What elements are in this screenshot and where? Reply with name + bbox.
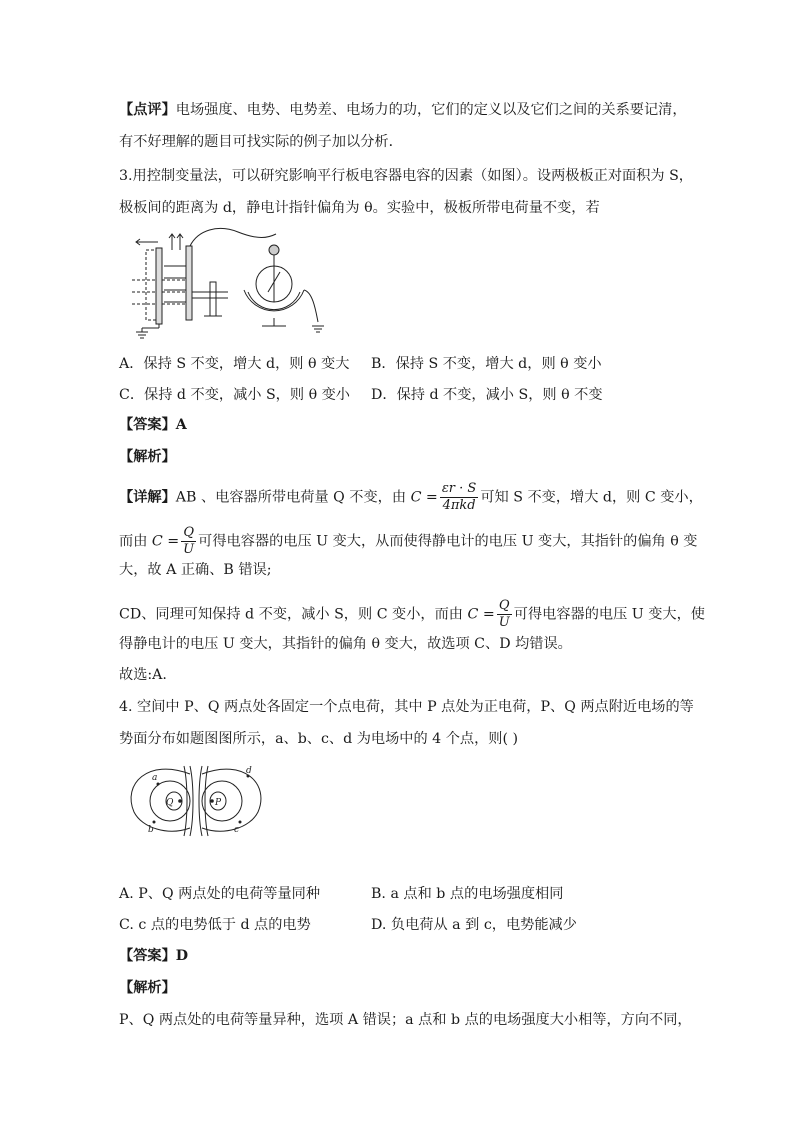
q3-option-d: D．保持 d 不变，减小 S，则 θ 不变 xyxy=(371,387,603,403)
q3-option-b: B．保持 S 不变，增大 d，则 θ 变小 xyxy=(371,356,602,372)
label-d: d xyxy=(246,766,252,776)
q3-detail-line-2: 而由 C = $\frac{Q}{U}$ 可得电容器的电压 U 变大，从而使得静电计的电压 U 变大，其指针的偏角 θ 变 xyxy=(119,525,698,557)
q4-option-c: C. c 点的电势低于 d 点的电势 xyxy=(119,917,311,933)
q4-stem-line-1: 4. 空间中 P、Q 两点处各固定一个点电荷，其中 P 点处为正电荷，P、Q 两点附近电场的等 xyxy=(119,699,694,715)
q4-stem-line-2: 势面分布如题图图所示，a、b、c、d 为电场中的 4 个点，则( ) xyxy=(119,731,519,747)
equipotential-figure xyxy=(128,764,268,838)
q4-answer: 【答案】D xyxy=(119,948,189,964)
q4-option-b: B. a 点和 b 点的电场强度相同 xyxy=(371,886,564,902)
q3-detail-line-3: 大，故 A 正确、B 错误; xyxy=(119,562,272,578)
q4-option-d: D. 负电荷从 a 到 c，电势能减少 xyxy=(371,917,577,933)
q3-detail-line-1: 【详解】AB 、电容器所带电荷量 Q 不变，由 C = $\frac{\varepsilon r \cdot S}{\text{4πkd}}$ 可知 S 不变，增大 d，则 C 变小， xyxy=(119,481,703,513)
capacitance-q-over-u: $\frac{Q}{U}$ xyxy=(183,525,195,557)
comment-line-1: 【点评】电场强度、电势、电势差、电场力的功，它们的定义以及它们之间的关系要记清， xyxy=(119,102,687,118)
q3-stem-line-1: 3.用控制变量法，可以研究影响平行板电容器电容的因素（如图）。设两极板正对面积为 S， xyxy=(119,168,693,184)
q4-option-a: A. P、Q 两点处的电荷等量同种 xyxy=(119,886,321,902)
label-a: a xyxy=(152,773,158,783)
comment-line-2: 有不好理解的题目可找实际的例子加以分析． xyxy=(119,134,403,150)
q3-choice: 故选:A. xyxy=(119,667,167,683)
q3-stem-line-2: 极板间的距离为 d，静电计指针偏角为 θ。实验中，极板所带电荷量不变，若 xyxy=(119,200,600,216)
q3-detail-line-5: 得静电计的电压 U 变大，其指针的偏角 θ 变大，故选项 C、D 均错误。 xyxy=(119,636,572,652)
capacitor-electrometer-figure xyxy=(128,222,324,340)
label-Q: Q xyxy=(166,798,174,808)
q3-option-c: C．保持 d 不变，减小 S，则 θ 变小 xyxy=(119,387,350,403)
q3-detail-line-4: CD、同理可知保持 d 不变，减小 S，则 C 变小，而由 C = $\frac{Q}{U}$ 可得电容器的电压 U 变大，使 xyxy=(119,598,705,630)
q4-analysis-heading: 【解析】 xyxy=(119,980,176,996)
label-P: P xyxy=(215,798,222,808)
label-b: b xyxy=(148,825,154,835)
label-c: c xyxy=(234,825,240,835)
q3-answer: 【答案】A xyxy=(119,417,187,433)
q3-analysis-heading: 【解析】 xyxy=(119,449,176,465)
capacitance-q-over-u-2: $\frac{Q}{U}$ xyxy=(498,598,510,630)
comment-tag: 【点评】 xyxy=(119,102,176,118)
q3-option-a: A．保持 S 不变，增大 d，则 θ 变大 xyxy=(119,356,350,372)
q4-analysis-line-1: P、Q 两点处的电荷等量异种，选项 A 错误；a 点和 b 点的电场强度大小相等，方向不同， xyxy=(119,1012,692,1028)
capacitance-formula: $\frac{\varepsilon r \cdot S}{\text{4πkd}}$ xyxy=(441,481,477,513)
